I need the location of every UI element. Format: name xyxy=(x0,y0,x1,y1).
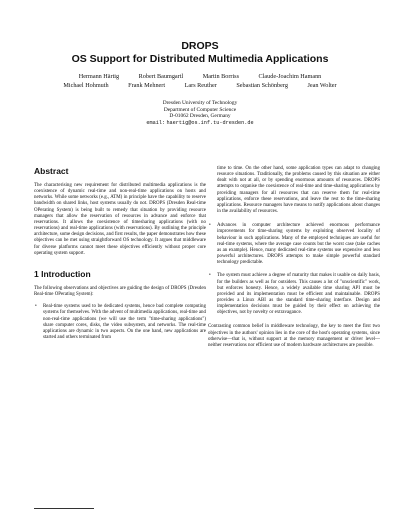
abstract-text: The characterising new requirement for distributed multimedia applications is the coexistence of dynamic real-time and non-real-time applications on hosts and networks. While some networks (e.g., ATM) in principle have the capability to reserve bandwidth on shared links, host systems usually do not. DROPS (Dresden Real-time OPerating System) is being built to remedy that situation by providing resource managers that allow the reservation of resources in advance and enforce that reservations. It allows the coexistence of timesharing applications (with no reservations) and real-time applications (with reservations). By outlining the principle architecture, some design decisions, and first results, the paper demonstrates how these objectives can be met using straightforward OS technology. It argues that middleware for diverse platforms cannot meet these objectives efficiently without proper core operating system support. xyxy=(34,183,206,256)
author-name: Martin Borriss xyxy=(202,73,239,80)
author-name: Frank Mehnert xyxy=(128,82,166,89)
author-name: Jean Wolter xyxy=(307,82,337,89)
paper-title-line-1: DROPS xyxy=(181,40,219,52)
bullet-icon: • xyxy=(209,223,211,229)
affiliation-email-line xyxy=(0,120,400,127)
affiliation-address: D-01062 Dresden, Germany xyxy=(169,113,231,120)
affiliation-block xyxy=(0,100,400,126)
author-row-2 xyxy=(0,81,400,90)
author-name: Robert Baumgartl xyxy=(138,73,184,80)
left-bullet-list xyxy=(34,304,206,341)
list-item-text: Advances in computer architecture achieved enormous performance improvements for time-sharing systems by exploiting observed locality of behaviour in such applications. Many of the employed techniques are useful for real-time systems, where the average case counts but the worst case (take caches as an example). Hence, many dedicated real-time systems use expensive and less powerful architectures. DROPS attempts to make simple powerful standard technology predictable. xyxy=(217,223,380,266)
author-row-1 xyxy=(0,72,400,81)
author-name: Claude-Joachim Hamann xyxy=(258,73,322,80)
bullet-icon: • xyxy=(35,304,37,310)
affiliation-department: Department of Computer Science xyxy=(163,106,237,113)
introduction-text: The following observations and objectives are guiding the design of DROPS (Dresden Real-time OPerating System): xyxy=(34,285,206,298)
footnote-rule xyxy=(34,508,94,509)
abstract-heading: Abstract xyxy=(34,166,69,176)
author-name: Lars Reuther xyxy=(184,82,217,89)
right-bullet-list xyxy=(208,223,380,316)
list-item-text: Real-time systems used to be dedicated systems, hence bad complete computing systems for themselves. With the advent of multimedia applications, real-time and non-real-time applications (we will use the term "time-sharing applications") share computer cores, disks, the video subsystem, and networks. The real-time applications are dynamic in two aspects. On the one hand, new applications are started and others terminated from xyxy=(43,304,206,340)
email-address[interactable]: haertig@os.inf.tu-dresden.de xyxy=(166,119,254,126)
bullet-icon: • xyxy=(209,273,211,279)
affiliation-university: Dresden University of Technology xyxy=(162,100,238,106)
list-item xyxy=(208,273,380,316)
introduction-heading: 1 Introduction xyxy=(34,268,91,279)
right-column xyxy=(208,166,380,355)
closing-paragraph: Contrasting common belief in middleware technology, the key to meet the first two objectives in the authors' opinion lies in the core of the host's operating systems, since otherwise—that is, without support at the memory management or driver level—neither reservations nor efficient use of modern hardware architectures are possible. xyxy=(208,324,380,348)
author-name: Michael Hohmuth xyxy=(63,82,109,89)
list-item xyxy=(34,304,206,341)
author-list xyxy=(0,72,400,90)
list-item-text: The system must achieve a degree of maturity that makes it usable on daily basis, for the builders as well as for outsiders. This causes a lot of "unscientific" work, but enforces honesty. Hence, a widely available time sharing API must be provided and its implementation must be efficient and maintainable. DROPS provides a Linux ABI as the standard time-sharing interface. Design and implementation decisions must be guided by their effect on achieving the objectives, not by novelty or extravagance. xyxy=(217,273,380,316)
list-item xyxy=(208,223,380,266)
email-label: email: xyxy=(146,119,166,126)
author-name: Hermann Härtig xyxy=(78,73,120,80)
paper-title-line-2: OS Support for Distributed Multimedia Applications xyxy=(71,53,329,65)
author-name: Sebastian Schönberg xyxy=(236,82,288,89)
left-column xyxy=(34,166,206,348)
bullet-continuation-text: time to time. On the other hand, some application types can adapt to changing resource situations. Traditionally, the problems caused by this situation are either dealt with not at all, or by spending enormous amounts of resources. DROPS attempts to organise the coexistence of real-time and time-sharing applications by providing managers for all resources that can reserve them for real-time applications, enforce these reservations, and leave the rest to the time-sharing applications. Resource managers have means to notify applications about changes in the availability of resources. xyxy=(217,166,380,215)
